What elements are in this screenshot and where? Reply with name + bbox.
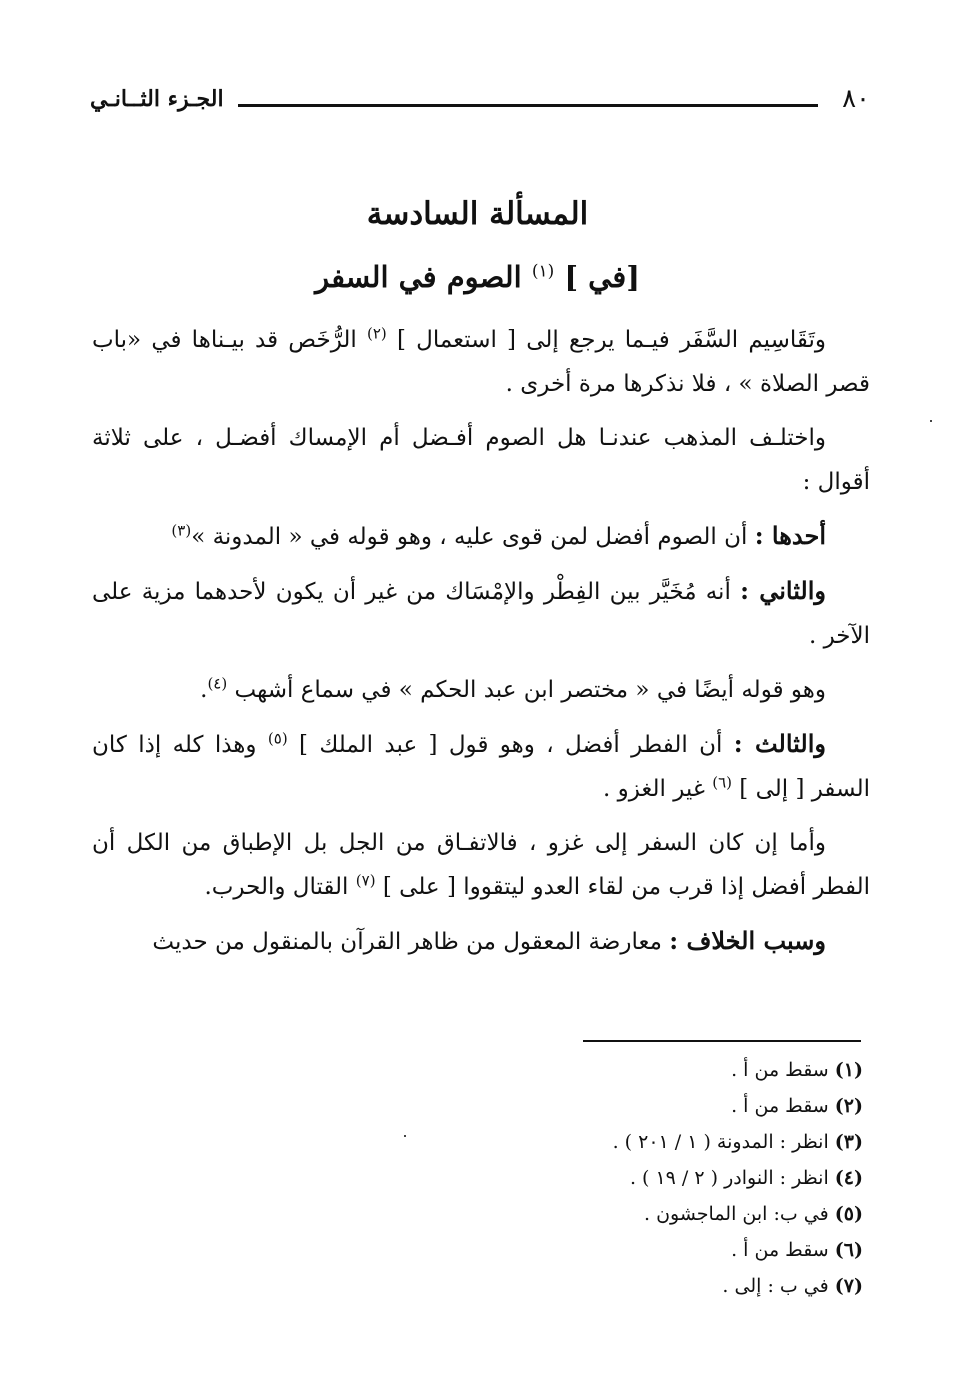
footnote-number: (١)	[834, 1059, 863, 1081]
footnote-text: في ب: ابن الماجشون .	[643, 1203, 829, 1225]
header-rule	[238, 104, 818, 107]
footnote-rule	[583, 1040, 861, 1042]
paragraph-text: أن الفطر أفضل ، وهو قول [ عبد الملك ]	[299, 732, 723, 758]
paragraph: واختلـف المذهب عندنـا هل الصوم أفـضل أم الإمساك أفضـل ، على ثلاثة أقوال :	[92, 425, 870, 495]
footnote-ref: (١)	[531, 261, 555, 282]
footnote-number: (٣)	[834, 1131, 863, 1153]
section-title: المسألة السادسة	[366, 196, 589, 232]
footnote-ref: (٦)	[712, 773, 732, 792]
paragraph-lead: أحدها :	[754, 521, 826, 550]
paragraph	[92, 668, 870, 712]
footnote-ref: (٣)	[171, 521, 192, 540]
footnote-item	[463, 1088, 863, 1124]
footnote-text: في ب : إلى .	[722, 1275, 829, 1297]
footnote-ref: (٥)	[267, 729, 288, 748]
footnote-text: انظر : النوادر ( ٢ / ١٩ ) .	[629, 1167, 829, 1189]
paragraph-lead: والثاني :	[740, 576, 827, 605]
footnote-ref: (٢)	[367, 324, 387, 343]
section-subtitle	[0, 260, 955, 294]
footnote-number: (٧)	[834, 1275, 863, 1297]
body-text	[92, 318, 870, 974]
paragraph	[92, 722, 870, 811]
paragraph-text: وتَقَاسِيم السَّفَر فيـما يرجع إلى [ استعمال ]	[396, 327, 827, 353]
scan-speck	[404, 1135, 406, 1137]
paragraph-text: الرُّخَص قد بيـناها في «باب قصر الصلاة » ، فلا نذكرها مرة أخرى .	[92, 327, 870, 397]
footnote-number: (٦)	[834, 1239, 863, 1261]
footnote-ref: (٤)	[207, 674, 228, 693]
footnote-item	[463, 1196, 863, 1232]
paragraph-text: أنه مُخَيَّر بين الفِطْر والإمْسَاك من غير أن يكون لأحدهما مزية على الآخر .	[92, 579, 870, 649]
footnote-number: (٤)	[834, 1167, 863, 1189]
footnote-text: سقط من أ .	[731, 1239, 829, 1261]
running-title: الجـزء الثــانـي	[90, 86, 224, 112]
paragraph-text: القتال والحرب.	[204, 874, 349, 900]
paragraph	[92, 919, 870, 964]
paragraph-text: وهو قوله أيضًا في « مختصر ابن عبد الحكم » في سماع أشهب	[234, 677, 826, 703]
footnote-item	[463, 1268, 863, 1304]
paragraph	[92, 821, 870, 909]
paragraph-text: وأما إن كان السفر إلى غزو ، فالاتفـاق من الجل بل الإطباق من الكل أن الفطر أفضل إذا قرب من لقاء العدو ليتقووا [ على ]	[92, 830, 870, 900]
paragraph-text: وهذا كله إذا كان السفر [ إلى ]	[92, 732, 870, 802]
paragraph-text: معارضة المعقول من ظاهر القرآن بالمنقول من حديث	[152, 929, 662, 955]
paragraph-lead: والثالث :	[733, 729, 826, 758]
subtitle-bracket: [في ]	[564, 260, 640, 294]
paragraph	[92, 514, 870, 559]
footnote-text: سقط من أ .	[731, 1059, 829, 1081]
footnote-number: (٥)	[834, 1203, 863, 1225]
footnote-item	[463, 1232, 863, 1268]
page-header	[90, 82, 870, 122]
footnotes-list	[463, 1052, 863, 1304]
paragraph	[92, 569, 870, 658]
footnote-item	[463, 1124, 863, 1160]
footnote-item	[463, 1052, 863, 1088]
subtitle-text: الصوم في السفر	[315, 260, 522, 294]
paragraph-text: أن الصوم أفضل لمن قوى عليه ، وهو قوله في « المدونة »	[191, 524, 748, 550]
paragraph-lead: وسبب الخلاف :	[669, 926, 826, 955]
footnote-item	[463, 1160, 863, 1196]
paragraph-text: .	[200, 677, 208, 703]
paragraph-text: غير الغزو .	[603, 776, 705, 802]
footnote-ref: (٧)	[355, 871, 376, 890]
page-number: ٨٠	[842, 84, 870, 114]
paragraph	[92, 318, 870, 406]
footnote-text: انظر : المدونة ( ١ / ٢٠١ ) .	[612, 1131, 829, 1153]
footnote-number: (٢)	[834, 1095, 863, 1117]
footnote-text: سقط من أ .	[731, 1095, 829, 1117]
scan-speck	[930, 420, 932, 422]
